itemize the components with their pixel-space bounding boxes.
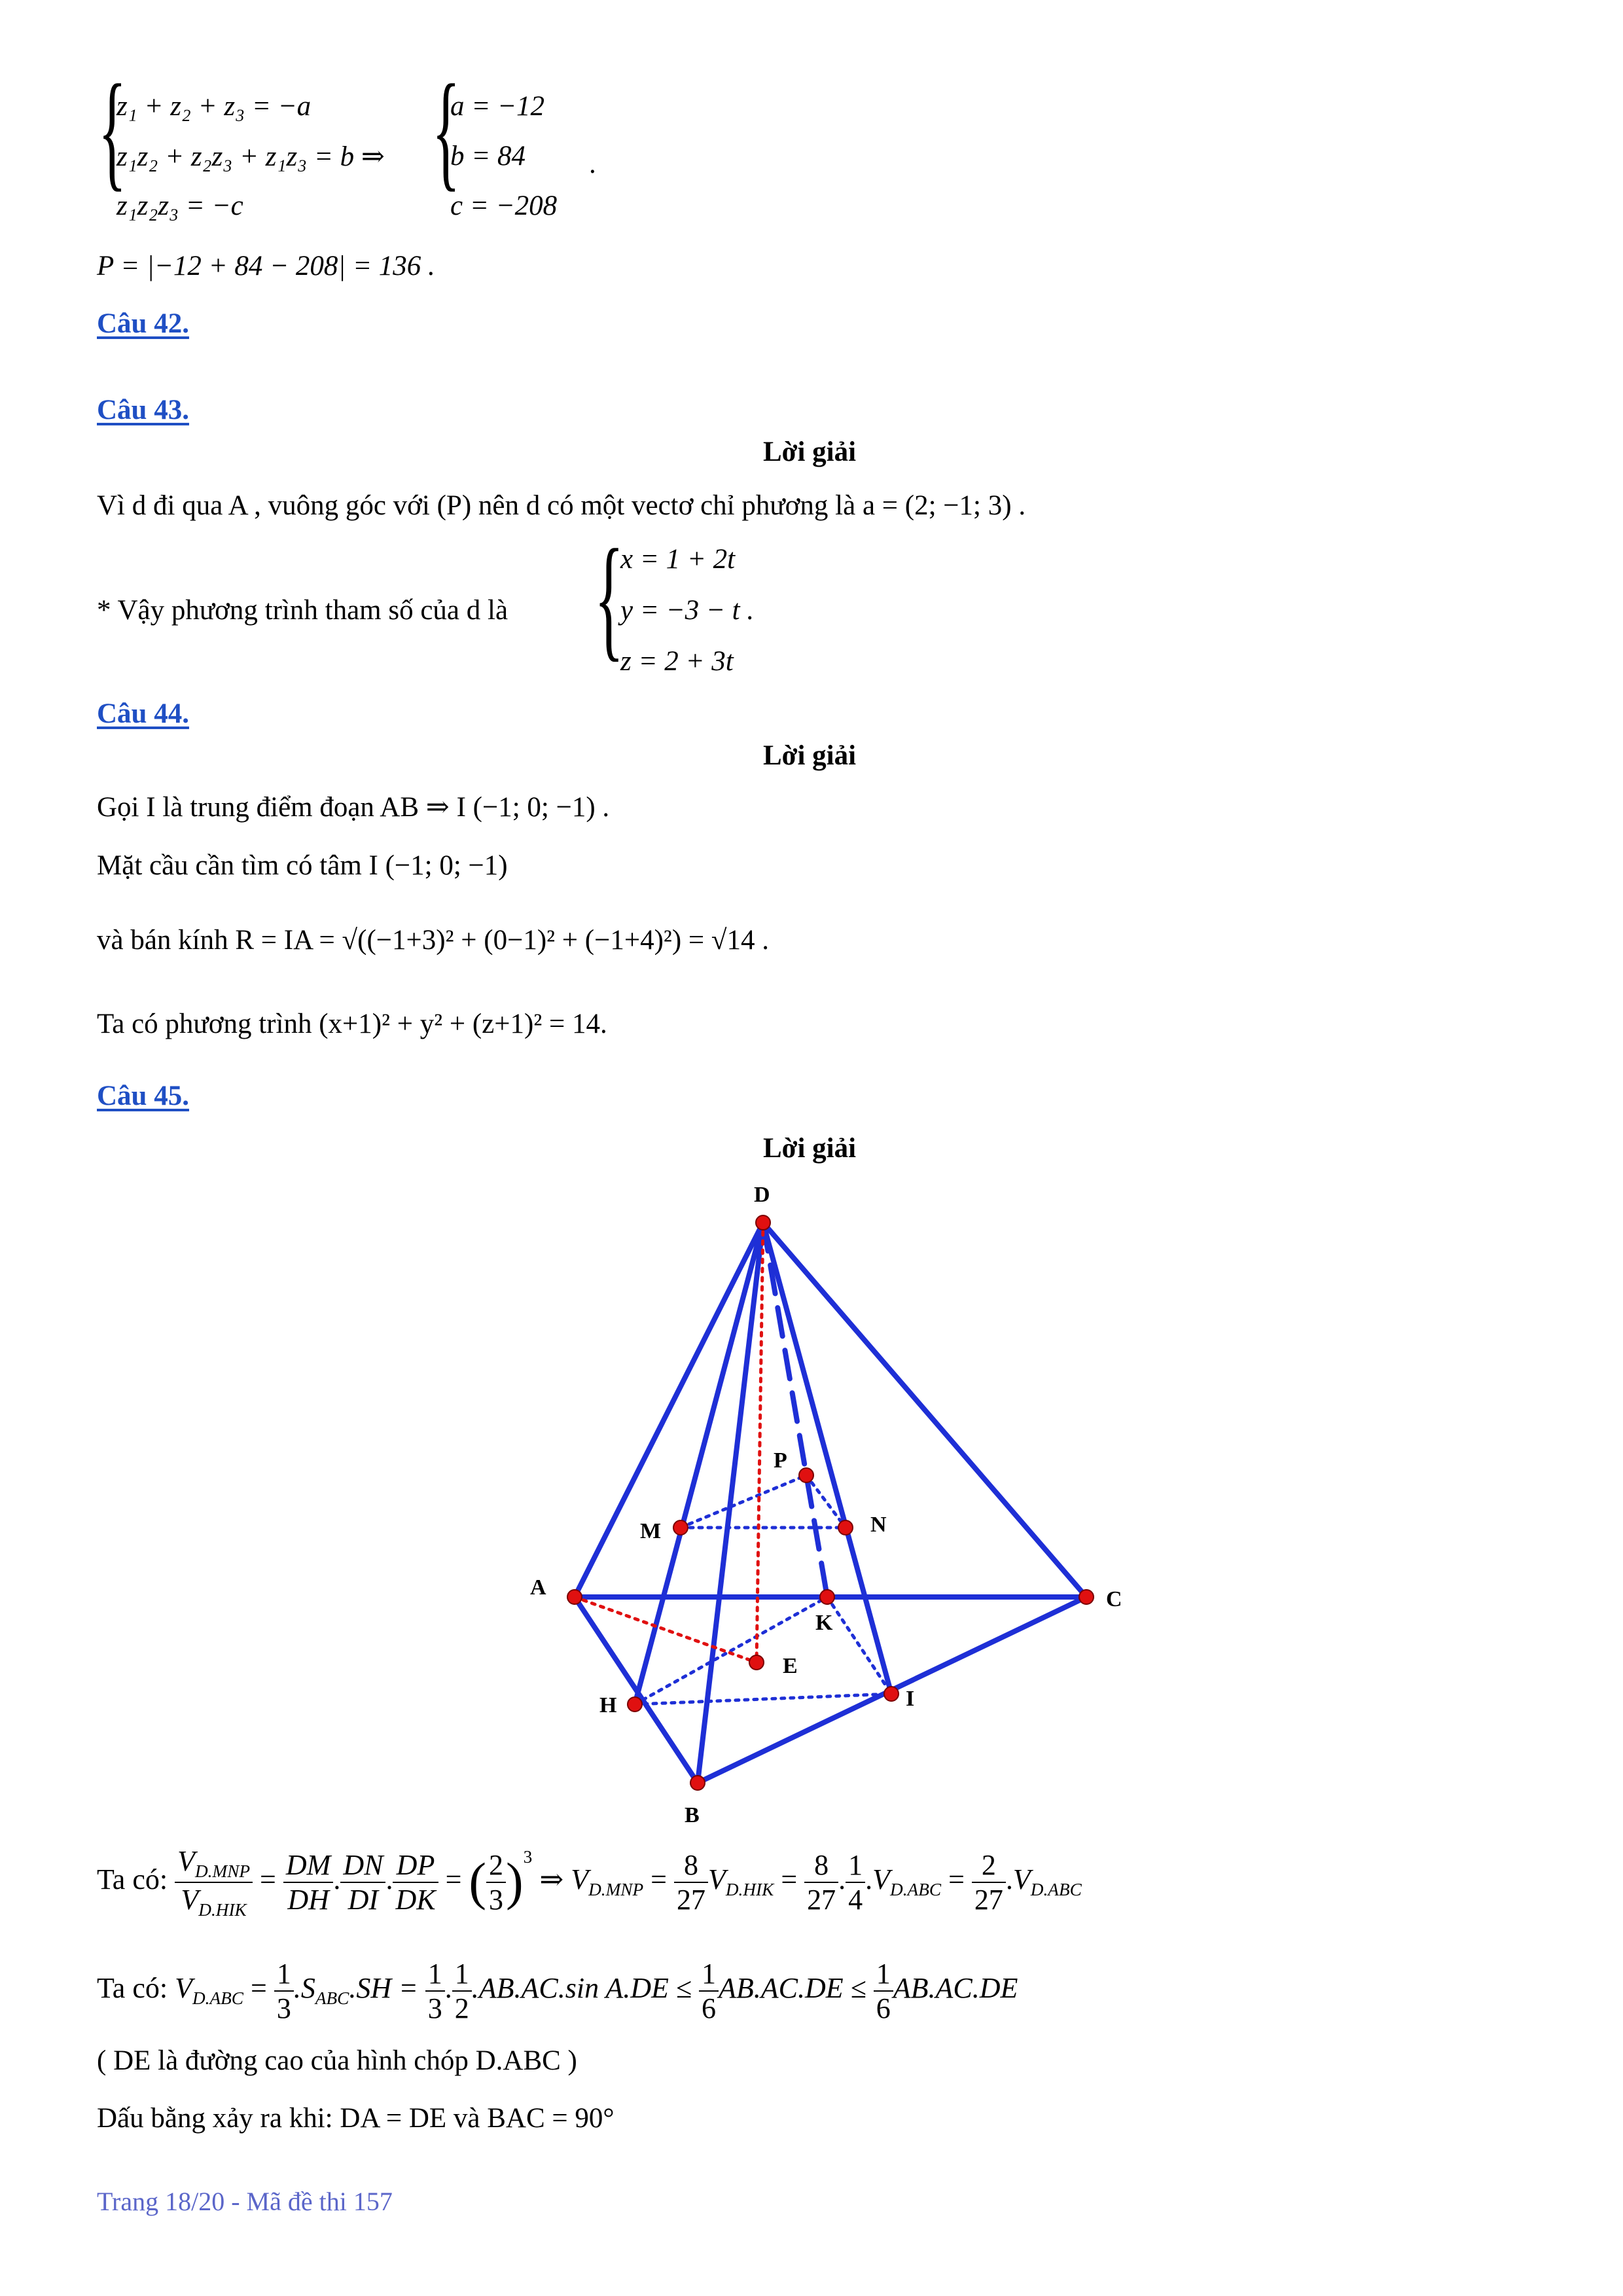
system-right-line-3: c = −208 <box>450 190 558 221</box>
q44-heading: Câu 44. <box>97 698 189 729</box>
edge-AB <box>575 1597 698 1783</box>
label-A: A <box>530 1575 546 1600</box>
eq1-r1-frac: $\frac{8}{27}$ <box>674 1848 708 1916</box>
edge-DK-dashed <box>763 1223 827 1597</box>
system-left-line-3: z₁z₂z₃ = −c <box>116 190 243 221</box>
eq1-prefix: Ta có: <box>97 1863 168 1895</box>
page-footer: Trang 18/20 - Mã đề thi 157 <box>97 2187 393 2216</box>
point-N <box>838 1520 853 1535</box>
system-left-line-1: z₁ + z₂ + z₃ = −a <box>116 91 312 122</box>
eq1-f1: $\frac{DM}{DH}$ <box>283 1848 333 1916</box>
right-brace-1: { <box>432 58 461 203</box>
label-E: E <box>783 1654 798 1678</box>
point-A <box>567 1590 582 1604</box>
eq1-r3-frac: $\frac{2}{27}$ <box>972 1848 1006 1916</box>
point-K <box>820 1590 834 1604</box>
eq2-f1: $\frac{1}{3}$ <box>274 1957 294 2025</box>
q43-system-2: y = −3 − t . <box>620 595 755 626</box>
q45-loigiai: Lời giải <box>763 1133 857 1164</box>
eq2-f3: $\frac{1}{2}$ <box>452 1957 472 2025</box>
label-H: H <box>599 1693 617 1717</box>
point-C <box>1079 1590 1094 1604</box>
point-E <box>749 1655 764 1670</box>
q45-eq1: Ta có: $\frac{V_{D.MNP}}{V_{D.HIK}}$ = $\frac{DM}{DH}$ . $\frac{DN}{DI}$ . $\frac{DP}{DK}$ = ( $\frac{2}{3}$ )$^3$ ⇒ $V_{D.MNP}$ = $\frac{8}{27}$ $V_{D.HIK}$ = $\frac{8}{27}$ . $\frac{1}{4}$ $.V_{D.ABC}$ = $\frac{2}{27}$ $.V_{D.ABC}$ <box>97 1845 1082 1920</box>
label-P: P <box>774 1448 787 1473</box>
left-brace-1: { <box>98 58 127 203</box>
eq1-power-base: $\frac{2}{3}$ <box>486 1848 506 1916</box>
label-C: C <box>1106 1587 1122 1611</box>
point-M <box>673 1520 688 1535</box>
q45-note: ( DE là đường cao của hình chóp D.ABC ) <box>97 2045 577 2076</box>
eq1-r2-frac: $\frac{8}{27}$ <box>804 1848 838 1916</box>
dot-MP <box>681 1475 806 1528</box>
label-K: K <box>815 1611 833 1635</box>
label-N: N <box>870 1513 887 1537</box>
dot-AE <box>575 1597 757 1662</box>
dot-KI <box>827 1597 891 1694</box>
q45-equality: Dấu bằng xảy ra khi: DA = DE và BAC = 90° <box>97 2103 615 2134</box>
q43-system-1: x = 1 + 2t <box>620 544 736 575</box>
q44-loigiai: Lời giải <box>763 740 857 771</box>
eq2-f2: $\frac{1}{3}$ <box>425 1957 445 2025</box>
q44-line4: Ta có phương trình (x+1)² + y² + (z+1)² = 14. <box>97 1009 607 1039</box>
eq2-f5: $\frac{1}{6}$ <box>874 1957 893 2025</box>
eq1-r2-frac2: $\frac{1}{4}$ <box>846 1848 865 1916</box>
q44-line3: và bán kính R = IA = √((−1+3)² + (0−1)² + (−1+4)²) = √14 . <box>97 925 769 956</box>
eq2-f4: $\frac{1}{6}$ <box>699 1957 719 2025</box>
system-left-line-2: z₁z₂ + z₂z₃ + z₁z₃ = b ⇒ <box>116 141 385 172</box>
eq2-prefix: Ta có: <box>97 1972 168 2005</box>
q43-loigiai: Lời giải <box>763 437 857 467</box>
q44-line2: Mặt cầu cần tìm có tâm I (−1; 0; −1) <box>97 850 508 881</box>
q45-eq2: Ta có: $V_{D.ABC}$ = $\frac{1}{3}$ $.S_{ABC}.SH$ = $\frac{1}{3}$ . $\frac{1}{2}$ .AB.AC.sin A.DE ≤ $\frac{1}{6}$ AB.AC.DE ≤ $\frac{1}{6}$ AB.AC.DE <box>97 1958 1018 2024</box>
dot-HK <box>635 1597 827 1704</box>
system-right-line-2: b = 84 <box>450 141 526 171</box>
eq1-power-exp: 3 <box>523 1846 533 1867</box>
dot-HI <box>635 1694 891 1704</box>
label-I: I <box>906 1687 915 1711</box>
q42-heading: Câu 42. <box>97 308 189 339</box>
q43-system-3: z = 2 + 3t <box>620 646 734 677</box>
label-B: B <box>685 1803 700 1827</box>
label-M: M <box>640 1519 662 1543</box>
eq1-f2: $\frac{DN}{DI}$ <box>340 1848 385 1916</box>
point-B <box>690 1776 705 1790</box>
point-H <box>628 1697 642 1712</box>
point-D <box>756 1215 770 1230</box>
q43-line1: Vì d đi qua A , vuông góc với (P) nên d có một vectơ chỉ phương là a = (2; −1; 3) . <box>97 490 1026 521</box>
p-result: P = |−12 + 84 − 208| = 136 . <box>97 251 435 281</box>
label-D: D <box>754 1183 770 1207</box>
edge-DH <box>635 1223 763 1704</box>
point-P <box>799 1468 813 1482</box>
eq1-vratio: $\frac{V_{D.MNP}}{V_{D.HIK}}$ <box>175 1844 253 1920</box>
q43-brace: { <box>594 522 624 673</box>
q45-heading: Câu 45. <box>97 1081 189 1111</box>
q44-line1: Gọi I là trung điểm đoạn AB ⇒ I (−1; 0; −1) . <box>97 792 610 823</box>
system-right-line-1: a = −12 <box>450 91 545 122</box>
q43-heading: Câu 43. <box>97 395 189 425</box>
q43-line2-prefix: * Vậy phương trình tham số của d là <box>97 595 508 626</box>
system-end-punct: . <box>589 149 596 179</box>
edge-DA <box>575 1223 763 1597</box>
eq1-f3: $\frac{DP}{DK}$ <box>393 1848 438 1916</box>
point-I <box>884 1687 899 1701</box>
